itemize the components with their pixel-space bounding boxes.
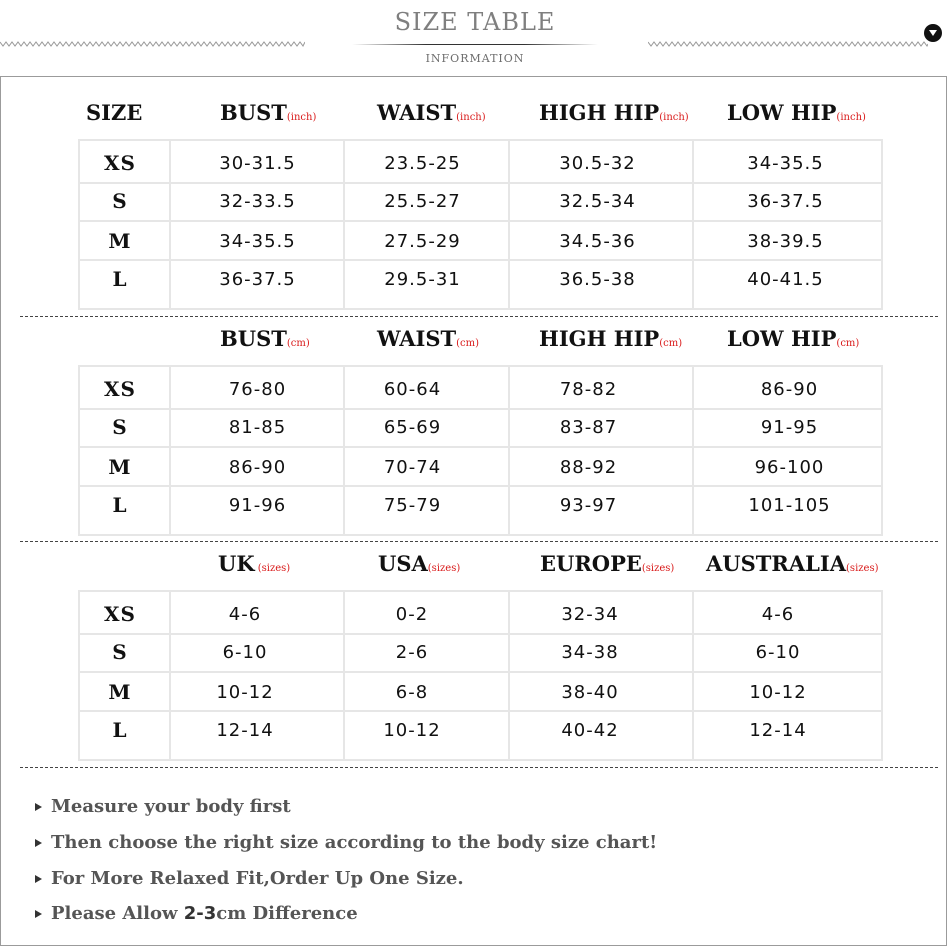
header-label: LOW HIP [727,100,837,125]
bust-cell: 34-35.5 [219,230,296,252]
section-divider [20,541,938,542]
low-hip-cell: 38-39.5 [747,230,824,252]
usa-cell: 2-6 [395,641,429,663]
high-hip-cell: 36.5-38 [559,268,636,290]
table-row [80,408,881,446]
header-label: LOW HIP [727,326,837,351]
table-row [80,486,881,524]
australia-cell: 4-6 [761,603,795,625]
low-hip-cell: 101-105 [748,494,831,516]
size-column-header: SIZE [86,100,143,125]
table-row [80,673,881,711]
header-unit: (inch) [456,112,486,123]
australia-cell: 10-12 [749,681,807,703]
table-row [80,182,881,220]
header-bust-cm [220,326,310,351]
europe-cell: 32-34 [561,603,619,625]
header-unit: (sizes) [427,563,461,574]
header-usa [378,551,460,576]
high-hip-cell: 34.5-36 [559,230,636,252]
size-cell: S [112,640,128,664]
high-hip-cell: 83-87 [559,416,618,438]
size-cell: L [112,493,128,517]
note-text-prefix: Please Allow [51,903,184,924]
bust-cell: 30-31.5 [219,152,296,174]
note-text: For More Relaxed Fit,Order Up One Size. [51,868,464,889]
size-table-inch [78,139,883,310]
table-row [80,448,881,486]
header-bust-inch [220,100,316,125]
waist-cell: 60-64 [383,378,442,400]
uk-cell: 4-6 [228,603,262,625]
low-hip-cell: 86-90 [760,378,819,400]
high-hip-cell: 88-92 [559,456,618,478]
header-unit: (inch) [836,112,866,123]
table-row [80,711,881,749]
table-row [80,144,881,182]
header-unit: (cm) [456,338,480,349]
high-hip-cell: 30.5-32 [559,152,636,174]
header-low-hip-cm [727,326,859,351]
waist-cell: 23.5-25 [384,152,461,174]
size-cell: M [108,229,132,253]
europe-cell: 38-40 [561,681,619,703]
low-hip-cell: 96-100 [754,456,825,478]
size-table-international [78,590,883,761]
header-label: AUSTRALIA [706,551,847,576]
size-cell: XS [104,602,136,626]
note-text: Then choose the right size according to the body size chart! [51,832,658,853]
header-label: USA [378,551,428,576]
europe-cell: 40-42 [561,719,619,741]
low-hip-cell: 40-41.5 [747,268,824,290]
usa-cell: 10-12 [383,719,441,741]
table-row [80,595,881,633]
high-hip-cell: 78-82 [559,378,618,400]
waist-cell: 25.5-27 [384,190,461,212]
header-unit: (inch) [286,112,317,123]
usa-cell: 0-2 [395,603,429,625]
header-unit: (sizes) [641,563,675,574]
uk-cell: 10-12 [216,681,274,703]
uk-cell: 6-10 [222,641,268,663]
header-europe [540,551,674,576]
size-cell: L [112,718,128,742]
size-cell: S [112,415,128,439]
low-hip-cell: 91-95 [760,416,819,438]
low-hip-cell: 34-35.5 [747,152,824,174]
header-waist-inch [377,100,486,125]
header-low-hip-inch [727,100,866,125]
high-hip-cell: 93-97 [559,494,618,516]
page-subtitle: INFORMATION [425,52,525,65]
note-item [35,903,358,924]
bust-cell: 91-96 [228,494,287,516]
size-cell: M [108,455,132,479]
australia-cell: 6-10 [755,641,801,663]
size-cell: XS [104,151,136,175]
page-title: SIZE TABLE [394,8,556,36]
usa-cell: 6-8 [395,681,429,703]
waist-cell: 29.5-31 [384,268,461,290]
low-hip-cell: 36-37.5 [747,190,824,212]
size-table-cm [78,365,883,536]
chevron-down-icon[interactable] [924,24,942,42]
note-item [35,868,464,889]
triangle-bullet-icon [35,803,42,811]
header-label: WAIST [377,100,457,125]
table-row [80,222,881,260]
page-header [0,0,950,76]
section-divider [20,767,938,768]
note-text-value: 2-3 [183,903,217,924]
size-cell: M [108,680,132,704]
table-row [80,260,881,298]
header-label: WAIST [377,326,457,351]
note-text-suffix: cm Difference [216,903,358,924]
zigzag-divider-right [648,40,928,48]
header-label: UK [218,551,255,576]
header-label: HIGH HIP [539,100,660,125]
bust-cell: 76-80 [228,378,287,400]
header-unit: (sizes) [254,563,291,574]
table-row [80,370,881,408]
note-item [35,832,657,853]
triangle-bullet-icon [35,910,42,918]
high-hip-cell: 32.5-34 [559,190,636,212]
header-unit: (cm) [836,338,860,349]
header-unit: (inch) [659,112,689,123]
bust-cell: 81-85 [228,416,287,438]
header-high-hip-inch [539,100,689,125]
header-unit: (cm) [286,338,310,349]
header-waist-cm [377,326,479,351]
triangle-bullet-icon [35,839,42,847]
bust-cell: 36-37.5 [219,268,296,290]
waist-cell: 27.5-29 [384,230,461,252]
waist-cell: 75-79 [383,494,442,516]
header-label: EUROPE [540,551,642,576]
size-cell: XS [104,377,136,401]
bust-cell: 32-33.5 [219,190,296,212]
size-cell: S [112,189,128,213]
bust-cell: 86-90 [228,456,287,478]
triangle-bullet-icon [35,875,42,883]
note-text: Measure your body first [51,796,291,817]
header-uk [218,551,290,576]
waist-cell: 70-74 [383,456,442,478]
australia-cell: 12-14 [749,719,807,741]
uk-cell: 12-14 [216,719,274,741]
europe-cell: 34-38 [561,641,619,663]
header-australia [706,551,878,576]
header-label: BUST [220,100,287,125]
header-unit: (cm) [659,338,683,349]
zigzag-divider-left [0,40,305,48]
size-cell: L [112,267,128,291]
header-label: BUST [220,326,287,351]
note-item [35,796,291,817]
section-divider [20,316,938,317]
header-unit: (sizes) [846,563,879,574]
title-underline [352,44,598,45]
header-high-hip-cm [539,326,682,351]
table-row [80,633,881,671]
waist-cell: 65-69 [383,416,442,438]
header-label: HIGH HIP [539,326,660,351]
